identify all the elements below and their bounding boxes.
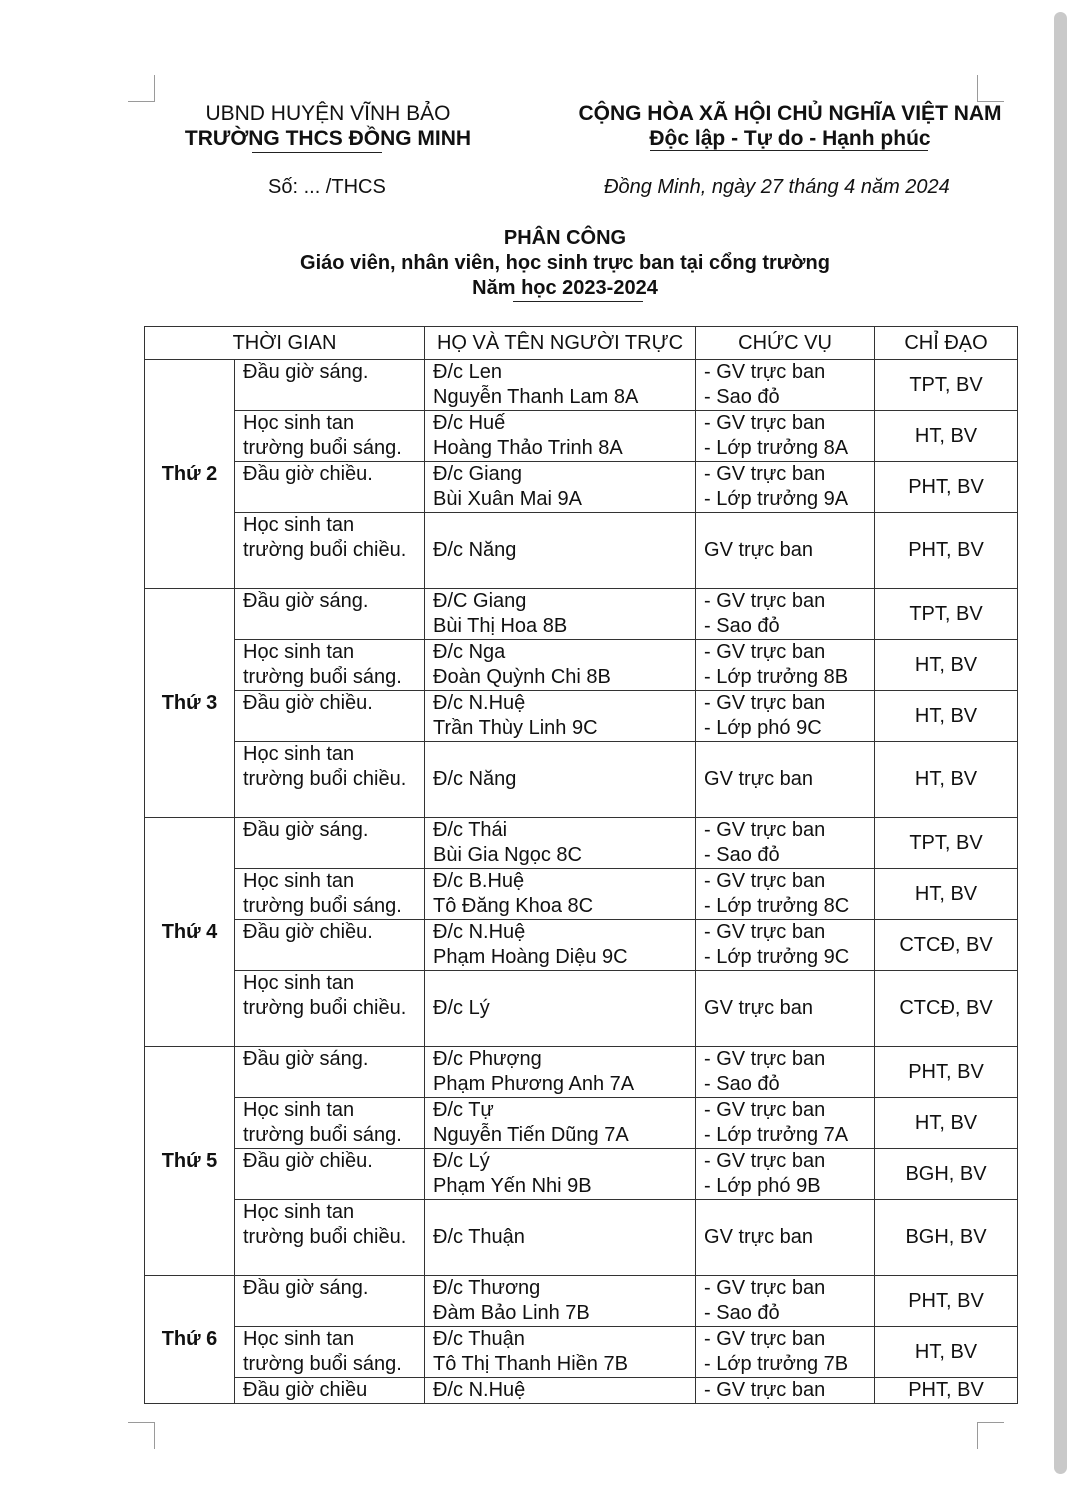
person-name: Đoàn Quỳnh Chi 8B xyxy=(433,666,611,688)
person-cell xyxy=(425,1276,696,1327)
role-text: - GV trực ban xyxy=(704,641,826,663)
day-cell: Thứ 3 xyxy=(145,589,235,818)
role-text: - Lớp trưởng 8C xyxy=(704,895,850,917)
role-cell xyxy=(696,462,875,513)
period-cell: Đầu giờ sáng. xyxy=(235,818,425,869)
role-text: - Sao đỏ xyxy=(704,1073,780,1095)
role-text: - Lớp phó 9C xyxy=(704,717,822,739)
person-name: Đ/c Thương xyxy=(433,1277,541,1299)
role-text: - Lớp trưởng 8A xyxy=(704,437,849,459)
role-text: - Sao đỏ xyxy=(704,615,780,637)
role-text: - Lớp trưởng 8B xyxy=(704,666,849,688)
day-cell: Thứ 4 xyxy=(145,818,235,1047)
divider xyxy=(252,152,382,153)
role-cell xyxy=(696,1149,875,1200)
period-cell: Học sinh tan trường buổi sáng. xyxy=(235,1098,425,1149)
role-text: - GV trực ban xyxy=(704,692,826,714)
lead-cell: CTCĐ, BV xyxy=(875,920,1018,971)
day-cell: Thứ 5 xyxy=(145,1047,235,1276)
role-text: - GV trực ban xyxy=(704,590,826,612)
period-cell: Đầu giờ sáng. xyxy=(235,1047,425,1098)
person-name: Phạm Yến Nhi 9B xyxy=(433,1175,592,1197)
person-name: Đ/c Tự xyxy=(433,1099,494,1121)
person-cell xyxy=(425,640,696,691)
person-name: Tô Thị Thanh Hiền 7B xyxy=(433,1353,628,1375)
lead-cell: BGH, BV xyxy=(875,1200,1018,1276)
person-name: Đ/c N.Huệ xyxy=(433,692,526,714)
person-name: Bùi Xuân Mai 9A xyxy=(433,488,582,510)
column-header-role: CHỨC VỤ xyxy=(696,327,875,360)
person-name: Bùi Thị Hoa 8B xyxy=(433,615,568,637)
person-cell xyxy=(425,1098,696,1149)
role-text: - GV trực ban xyxy=(704,1379,826,1401)
role-text: - Lớp trưởng 9A xyxy=(704,488,849,510)
role-cell xyxy=(696,360,875,411)
person-cell xyxy=(425,691,696,742)
lead-cell: HT, BV xyxy=(875,1098,1018,1149)
national-title: CỘNG HÒA XÃ HỘI CHỦ NGHĨA VIỆT NAM xyxy=(578,102,1002,125)
lead-cell: PHT, BV xyxy=(875,1378,1018,1404)
lead-cell: HT, BV xyxy=(875,742,1018,818)
issuer-authority: UBND HUYỆN VĨNH BẢO xyxy=(205,102,451,125)
divider xyxy=(650,150,928,151)
document-title: PHÂN CÔNG xyxy=(503,227,627,249)
person-cell xyxy=(425,971,696,1047)
role-text: - GV trực ban xyxy=(704,1328,826,1350)
person-name: Đ/c Len xyxy=(433,361,502,383)
lead-cell: TPT, BV xyxy=(875,818,1018,869)
table-row xyxy=(145,1378,1018,1404)
person-cell xyxy=(425,411,696,462)
page-corner-mark xyxy=(977,1422,1004,1449)
table-row xyxy=(145,411,1018,462)
column-header-person: HỌ VÀ TÊN NGƯỜI TRỰC xyxy=(425,327,696,360)
person-cell xyxy=(425,1047,696,1098)
person-cell xyxy=(425,869,696,920)
table-row xyxy=(145,1098,1018,1149)
role-cell xyxy=(696,920,875,971)
role-text: - GV trực ban xyxy=(704,361,826,383)
document-subtitle: Giáo viên, nhân viên, học sinh trực ban tại cổng trường xyxy=(300,252,830,274)
page-corner-mark xyxy=(977,75,1004,102)
role-text: - Lớp phó 9B xyxy=(704,1175,821,1197)
lead-cell: PHT, BV xyxy=(875,513,1018,589)
table-row xyxy=(145,920,1018,971)
lead-cell: HT, BV xyxy=(875,640,1018,691)
person-cell xyxy=(425,1378,696,1404)
person-name: Đ/c Thuận xyxy=(433,1226,525,1248)
period-cell: Học sinh tan trường buổi chiều. xyxy=(235,742,425,818)
person-name: Hoàng Thảo Trinh 8A xyxy=(433,437,623,459)
table-row xyxy=(145,1149,1018,1200)
table-row xyxy=(145,1047,1018,1098)
duty-schedule-table xyxy=(144,326,1018,1404)
table-row xyxy=(145,971,1018,1047)
role-cell xyxy=(696,1327,875,1378)
person-name: Đ/c N.Huệ xyxy=(433,1379,526,1401)
person-name: Phạm Hoàng Diệu 9C xyxy=(433,946,628,968)
column-header-lead: CHỈ ĐẠO xyxy=(875,327,1018,360)
role-cell xyxy=(696,1047,875,1098)
lead-cell: BGH, BV xyxy=(875,1149,1018,1200)
table-row xyxy=(145,360,1018,411)
lead-cell: TPT, BV xyxy=(875,360,1018,411)
lead-cell: PHT, BV xyxy=(875,1047,1018,1098)
table-row xyxy=(145,869,1018,920)
person-name: Đ/c Nga xyxy=(433,641,506,663)
person-name: Nguyễn Thanh Lam 8A xyxy=(433,386,639,408)
role-text: - Sao đỏ xyxy=(704,1302,780,1324)
role-text: - Lớp trưởng 7B xyxy=(704,1353,849,1375)
role-cell xyxy=(696,818,875,869)
table-row xyxy=(145,640,1018,691)
lead-cell: HT, BV xyxy=(875,691,1018,742)
person-name: Bùi Gia Ngọc 8C xyxy=(433,844,582,866)
role-cell xyxy=(696,589,875,640)
role-text: - Sao đỏ xyxy=(704,386,780,408)
period-cell: Học sinh tan trường buổi sáng. xyxy=(235,869,425,920)
role-text: - Sao đỏ xyxy=(704,844,780,866)
role-text: - GV trực ban xyxy=(704,819,826,841)
person-name: Đ/c Huế xyxy=(433,412,506,434)
document-number: Số: ... /THCS xyxy=(268,176,386,198)
person-name: Nguyễn Tiến Dũng 7A xyxy=(433,1124,629,1146)
period-cell: Đầu giờ chiều xyxy=(235,1378,425,1404)
table-row xyxy=(145,691,1018,742)
page-corner-mark xyxy=(128,75,155,102)
divider xyxy=(513,301,643,302)
national-motto: Độc lập - Tự do - Hạnh phúc xyxy=(649,127,931,150)
role-cell xyxy=(696,971,875,1047)
role-text: - GV trực ban xyxy=(704,1048,826,1070)
person-name: Đ/c N.Huệ xyxy=(433,921,526,943)
person-name: Đ/c Năng xyxy=(433,768,517,790)
period-cell: Đầu giờ sáng. xyxy=(235,360,425,411)
role-cell xyxy=(696,1200,875,1276)
person-name: Đ/c Lý xyxy=(433,1150,490,1172)
person-cell xyxy=(425,1327,696,1378)
person-name: Tô Đăng Khoa 8C xyxy=(433,895,594,917)
lead-cell: CTCĐ, BV xyxy=(875,971,1018,1047)
person-name: Đ/c Thái xyxy=(433,819,508,841)
role-text: GV trực ban xyxy=(704,768,813,790)
period-cell: Đầu giờ chiều. xyxy=(235,920,425,971)
role-text: - GV trực ban xyxy=(704,1150,826,1172)
lead-cell: HT, BV xyxy=(875,411,1018,462)
person-name: Trần Thùy Linh 9C xyxy=(433,717,598,739)
day-cell: Thứ 6 xyxy=(145,1276,235,1404)
person-cell xyxy=(425,360,696,411)
person-name: Đàm Bảo Linh 7B xyxy=(433,1302,590,1324)
table-body xyxy=(145,360,1018,1404)
period-cell: Đầu giờ sáng. xyxy=(235,1276,425,1327)
role-cell xyxy=(696,411,875,462)
period-cell: Học sinh tan trường buổi sáng. xyxy=(235,1327,425,1378)
person-name: Đ/c Lý xyxy=(433,997,490,1019)
table-row xyxy=(145,462,1018,513)
role-text: - GV trực ban xyxy=(704,463,826,485)
role-cell xyxy=(696,691,875,742)
period-cell: Đầu giờ chiều. xyxy=(235,462,425,513)
lead-cell: HT, BV xyxy=(875,1327,1018,1378)
period-cell: Đầu giờ chiều. xyxy=(235,1149,425,1200)
person-cell xyxy=(425,920,696,971)
person-cell xyxy=(425,818,696,869)
vertical-scrollbar[interactable] xyxy=(1054,12,1067,1474)
person-name: Đ/c Phượng xyxy=(433,1048,542,1070)
person-cell xyxy=(425,1200,696,1276)
period-cell: Học sinh tan trường buổi sáng. xyxy=(235,411,425,462)
national-motto-block xyxy=(568,101,1012,151)
table-row xyxy=(145,589,1018,640)
table-row xyxy=(145,1327,1018,1378)
person-cell xyxy=(425,513,696,589)
person-name: Đ/c Giang xyxy=(433,463,522,485)
role-text: - GV trực ban xyxy=(704,870,826,892)
issuer-block xyxy=(168,101,488,151)
person-name: Đ/c Năng xyxy=(433,539,517,561)
person-cell xyxy=(425,462,696,513)
role-cell xyxy=(696,640,875,691)
issuer-school: TRƯỜNG THCS ĐỒNG MINH xyxy=(184,127,472,150)
person-cell xyxy=(425,1149,696,1200)
role-text: - Lớp trưởng 9C xyxy=(704,946,850,968)
period-cell: Học sinh tan trường buổi chiều. xyxy=(235,513,425,589)
person-name: Đ/c Thuận xyxy=(433,1328,525,1350)
school-year: Năm học 2023-2024 xyxy=(472,277,658,299)
role-text: GV trực ban xyxy=(704,539,813,561)
period-cell: Đầu giờ sáng. xyxy=(235,589,425,640)
document-date: Đồng Minh, ngày 27 tháng 4 năm 2024 xyxy=(604,176,950,198)
period-cell: Đầu giờ chiều. xyxy=(235,691,425,742)
table-row xyxy=(145,818,1018,869)
table-row xyxy=(145,513,1018,589)
role-text: - GV trực ban xyxy=(704,1277,826,1299)
page-corner-mark xyxy=(128,1422,155,1449)
role-cell xyxy=(696,1378,875,1404)
person-cell xyxy=(425,589,696,640)
role-cell xyxy=(696,513,875,589)
lead-cell: PHT, BV xyxy=(875,1276,1018,1327)
role-text: - GV trực ban xyxy=(704,921,826,943)
role-text: - Lớp trưởng 7A xyxy=(704,1124,849,1146)
person-name: Đ/c B.Huệ xyxy=(433,870,525,892)
role-cell xyxy=(696,1276,875,1327)
table-row xyxy=(145,742,1018,818)
role-text: - GV trực ban xyxy=(704,412,826,434)
column-header-time: THỜI GIAN xyxy=(145,327,425,360)
lead-cell: TPT, BV xyxy=(875,589,1018,640)
person-name: Đ/C Giang xyxy=(433,590,527,612)
table-row xyxy=(145,1276,1018,1327)
lead-cell: PHT, BV xyxy=(875,462,1018,513)
role-text: - GV trực ban xyxy=(704,1099,826,1121)
role-text: GV trực ban xyxy=(704,997,813,1019)
period-cell: Học sinh tan trường buổi chiều. xyxy=(235,971,425,1047)
day-cell: Thứ 2 xyxy=(145,360,235,589)
person-cell xyxy=(425,742,696,818)
table-header-row xyxy=(145,327,1018,360)
lead-cell: HT, BV xyxy=(875,869,1018,920)
role-text: GV trực ban xyxy=(704,1226,813,1248)
table-row xyxy=(145,1200,1018,1276)
role-cell xyxy=(696,742,875,818)
person-name: Phạm Phương Anh 7A xyxy=(433,1073,635,1095)
role-cell xyxy=(696,869,875,920)
period-cell: Học sinh tan trường buổi chiều. xyxy=(235,1200,425,1276)
period-cell: Học sinh tan trường buổi sáng. xyxy=(235,640,425,691)
role-cell xyxy=(696,1098,875,1149)
